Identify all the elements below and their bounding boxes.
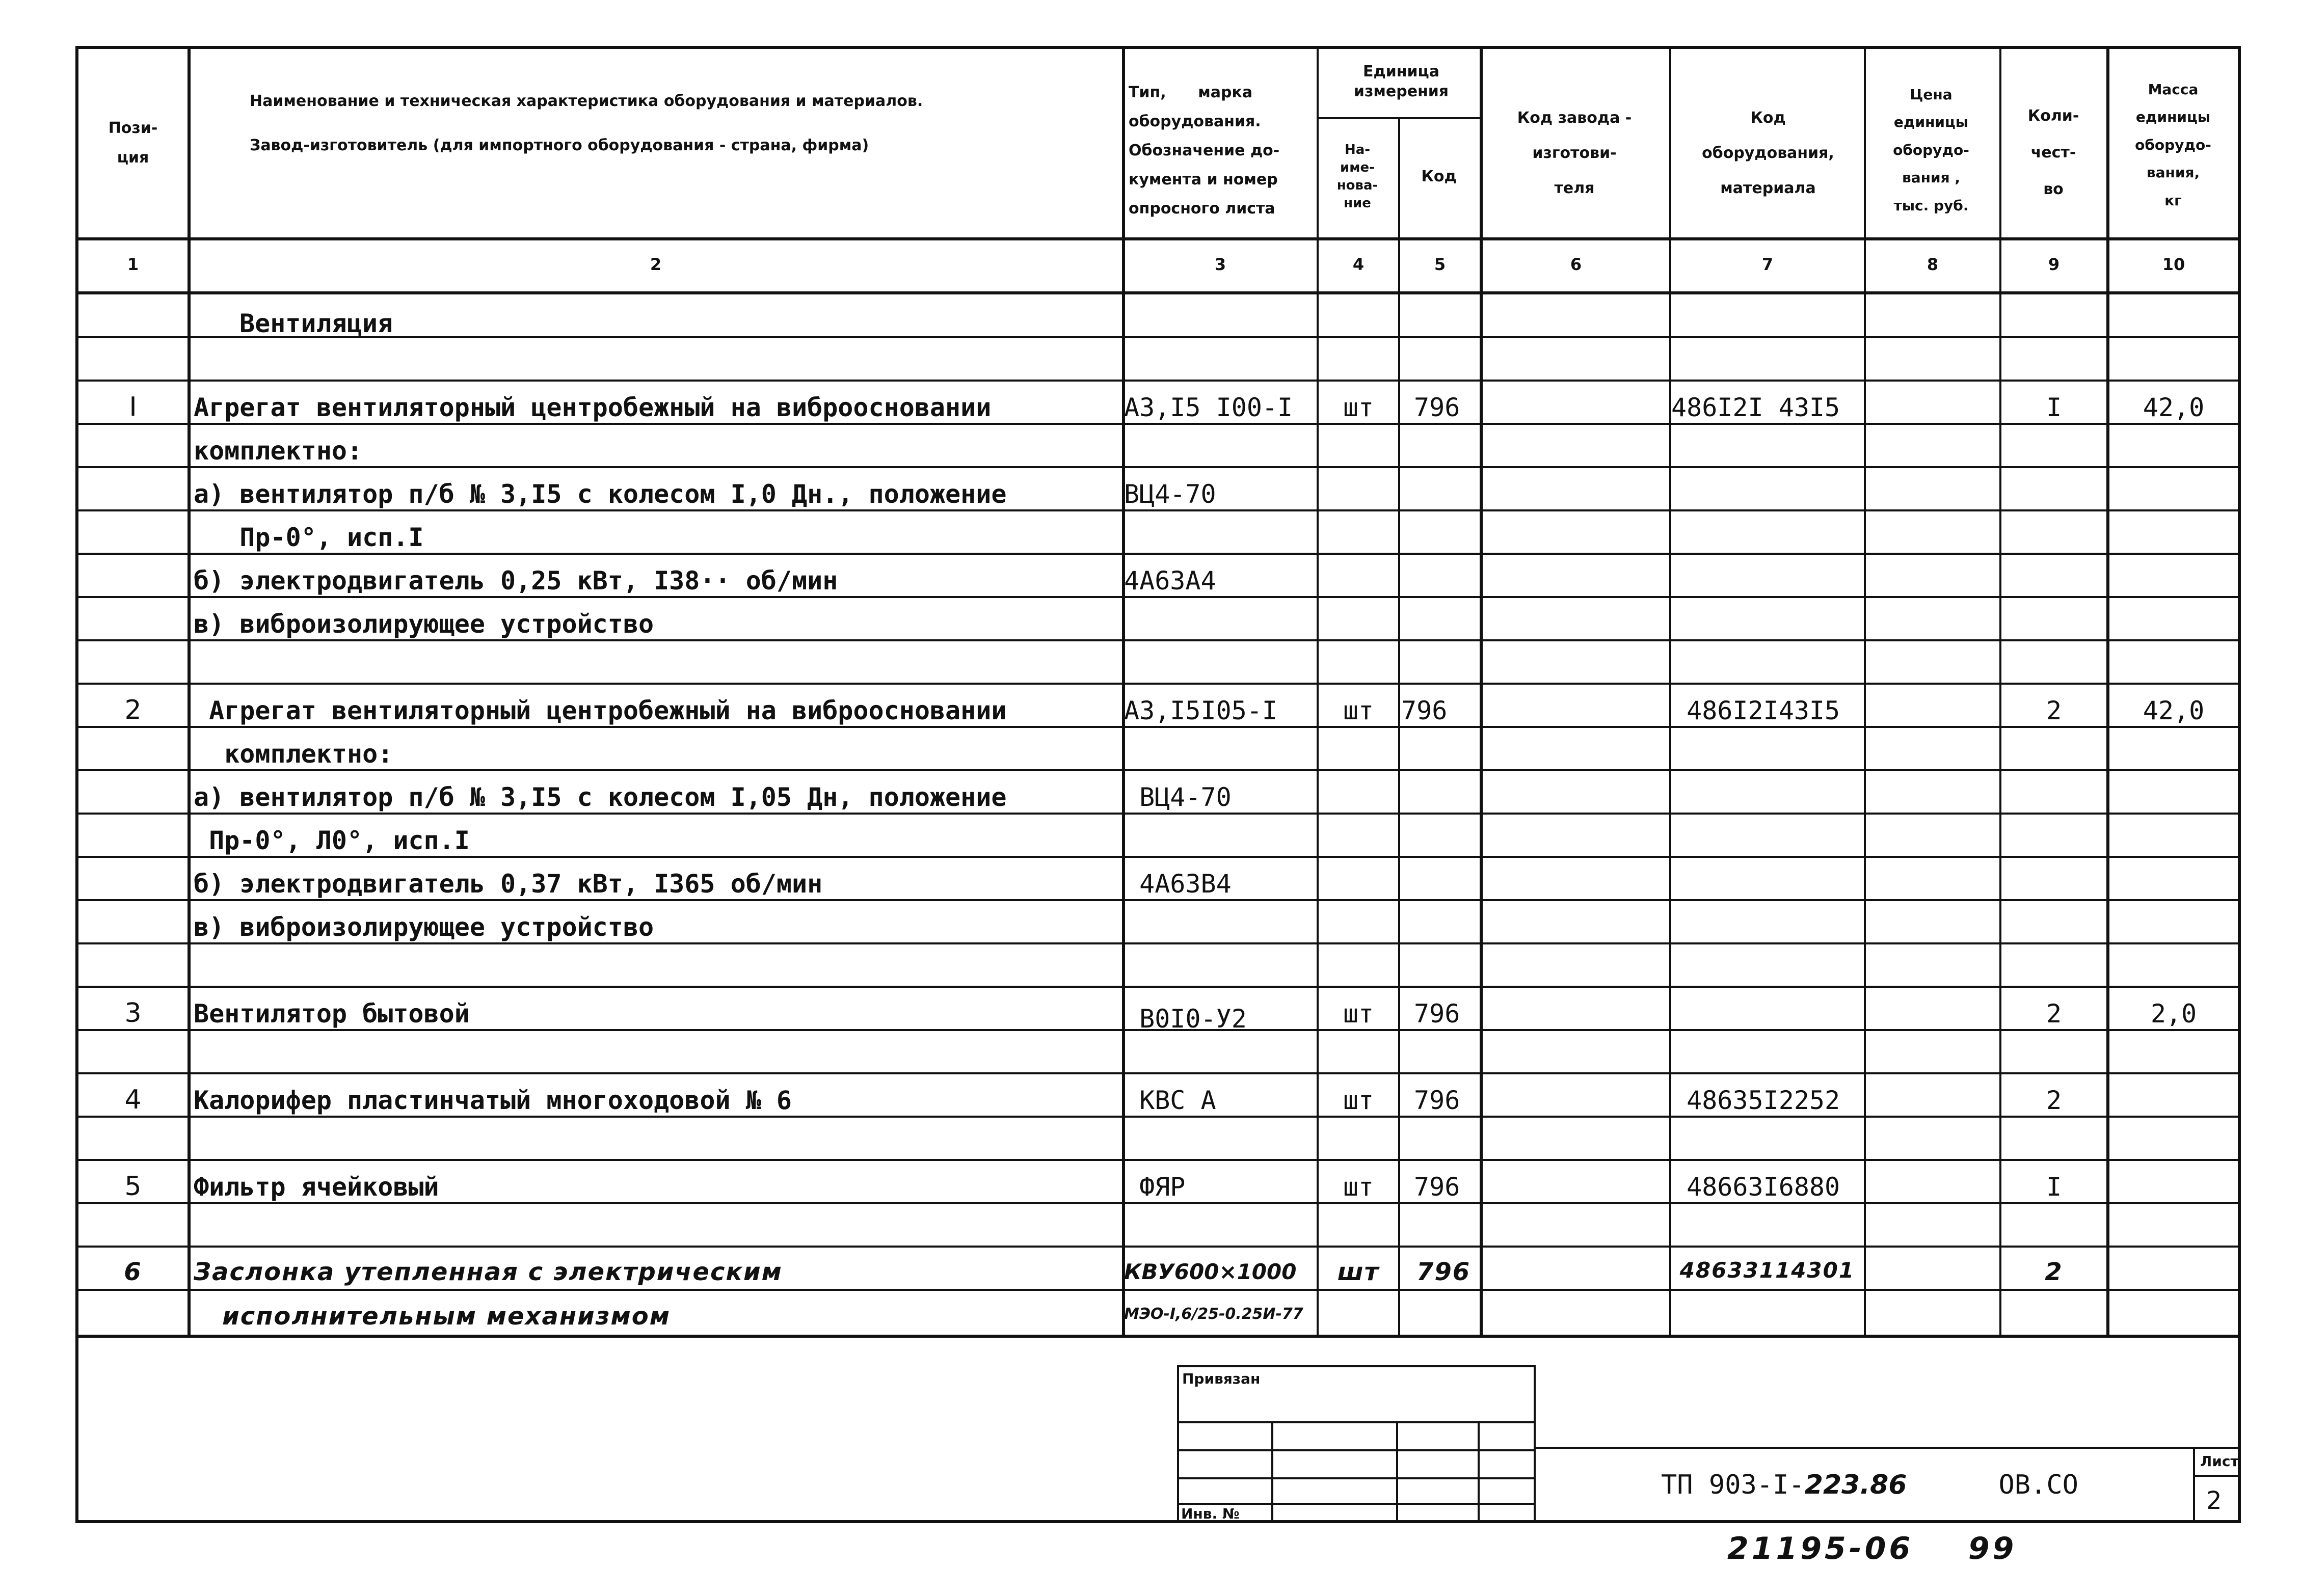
- rule: [75, 1072, 2241, 1074]
- header-equipment-code: Код оборудования, материала: [1702, 109, 1834, 197]
- item-unit-code: 796: [1414, 1172, 1460, 1202]
- rule: [75, 1289, 2241, 1291]
- header-unit-name: На- име- нова- ние: [1336, 142, 1378, 211]
- header-type: Тип, марка оборудования. Обозначение до- кумента и номер опросного листа: [1129, 83, 1280, 218]
- rule: [75, 986, 2241, 988]
- rule: [75, 856, 2241, 858]
- item-position: I: [129, 392, 137, 422]
- header-unit-code: Код: [1421, 167, 1457, 185]
- rule: [75, 1202, 2241, 1204]
- item-type: МЭО-I,6/25-0.25И-77: [1124, 1305, 1303, 1323]
- item-quantity: 2: [2046, 1086, 2062, 1115]
- column-number: 8: [1927, 255, 1939, 274]
- item-position: 3: [124, 998, 142, 1029]
- item-type: А3,I5I05-I: [1124, 696, 1278, 725]
- rule: [75, 291, 2241, 294]
- rule: [75, 942, 2241, 944]
- rule: [1177, 1477, 1536, 1479]
- rule: [75, 813, 2241, 815]
- item-name: Калорифер пластинчатый многоходовой № 6: [194, 1086, 792, 1115]
- rule: [1864, 46, 1866, 1337]
- attached-label: Привязан: [1182, 1370, 1261, 1387]
- item-unit: шт: [1337, 1258, 1380, 1286]
- item-name: в) виброизолирующее устройство: [194, 609, 654, 639]
- item-type: КВС А: [1124, 1086, 1216, 1115]
- item-position: 4: [124, 1085, 142, 1115]
- item-equipment-code: 486I2I 43I5: [1671, 393, 1840, 422]
- item-name: Агрегат вентиляторный центробежный на виброосновании: [194, 696, 1007, 725]
- header-name-line2: Завод-изготовитель (для импортного оборудования - страна, фирма): [250, 136, 869, 154]
- item-mass: 42,0: [2143, 696, 2205, 725]
- item-type: ВЦ4-70: [1124, 479, 1216, 509]
- item-name: Вентилятор бытовой: [194, 999, 470, 1029]
- rule: [1271, 1421, 1273, 1523]
- rule: [2193, 1475, 2241, 1477]
- rule: [75, 596, 2241, 598]
- column-number: 7: [1761, 255, 1774, 274]
- rule: [1122, 46, 1125, 1337]
- item-type: 4А63В4: [1124, 869, 1232, 899]
- item-quantity: 2: [2045, 1258, 2063, 1286]
- column-number: 4: [1352, 255, 1365, 274]
- item-quantity: 2: [2046, 696, 2062, 725]
- section-title: Вентиляция: [239, 309, 393, 338]
- item-unit-code: 796: [1414, 999, 1460, 1029]
- item-equipment-code: 48633114301: [1671, 1258, 1855, 1283]
- rule: [75, 639, 2241, 641]
- item-type: ФЯР: [1124, 1172, 1186, 1202]
- header-mass: Масса единицы оборудо- вания, кг: [2135, 80, 2211, 209]
- item-name: Фильтр ячейковый: [194, 1172, 439, 1202]
- item-position: 5: [124, 1171, 142, 1202]
- rule: [1999, 46, 2001, 1337]
- rule: [1480, 46, 1483, 1337]
- rule: [1177, 1449, 1536, 1451]
- rule: [75, 237, 2241, 240]
- item-position: 2: [124, 695, 142, 725]
- column-number: 6: [1570, 255, 1582, 274]
- rule: [1396, 1421, 1398, 1523]
- rule: [1398, 117, 1400, 1337]
- header-name: [250, 87, 1116, 188]
- rule: [75, 553, 2241, 555]
- rule: [75, 1116, 2241, 1118]
- column-number: 10: [2162, 255, 2185, 274]
- rule: [75, 726, 2241, 728]
- header-position: Пози- ция: [108, 119, 158, 167]
- item-type: ВЦ4-70: [1124, 782, 1232, 812]
- item-unit-code: 796: [1401, 696, 1448, 725]
- rule: [75, 380, 2241, 382]
- item-name: Пр-0°, Л0°, исп.I: [194, 826, 470, 855]
- item-name: Пр-0°, исп.I: [194, 523, 424, 552]
- column-number: 5: [1434, 255, 1446, 274]
- rule: [75, 509, 2241, 511]
- item-name: а) вентилятор п/б № 3,I5 с колесом I,05 Дн, положение: [194, 782, 1007, 812]
- item-unit-code: 796: [1416, 1258, 1471, 1286]
- sheet-number: 2: [2206, 1486, 2222, 1515]
- item-name: а) вентилятор п/б № 3,I5 с колесом I,0 Дн., положение: [194, 479, 1007, 509]
- document-code: [1661, 1470, 2078, 1500]
- item-type: КВУ600×1000: [1124, 1259, 1297, 1284]
- rule: [1478, 1421, 1480, 1523]
- item-unit-code: 796: [1414, 393, 1460, 422]
- item-mass: 42,0: [2143, 393, 2205, 422]
- column-number: 3: [1214, 255, 1226, 274]
- item-unit: шт: [1343, 1172, 1374, 1202]
- item-equipment-code: 48635I2252: [1671, 1086, 1840, 1115]
- rule: [75, 336, 2241, 338]
- inventory-number-label: Инв. №: [1181, 1505, 1240, 1522]
- item-name: комплектно:: [194, 436, 363, 466]
- document-code-number: 223.86: [1804, 1470, 1907, 1500]
- item-quantity: I: [2046, 1172, 2062, 1202]
- column-number: 9: [2048, 255, 2060, 274]
- item-type: 4А63А4: [1124, 566, 1216, 596]
- rule: [1177, 1365, 1179, 1523]
- item-equipment-code: 486I2I43I5: [1671, 696, 1840, 725]
- item-name: в) виброизолирующее устройство: [194, 912, 654, 942]
- item-type: А3,I5 I00-I: [1124, 393, 1293, 422]
- rule: [2106, 46, 2109, 1337]
- sheet-label: Лист: [2200, 1453, 2239, 1470]
- item-name: комплектно:: [194, 739, 393, 769]
- rule: [1177, 1503, 1536, 1505]
- column-number: 1: [127, 255, 139, 274]
- rule: [75, 423, 2241, 425]
- header-price: Цена единицы оборудо- вания , тыс. руб.: [1893, 86, 1969, 214]
- rule: [1177, 1365, 1536, 1367]
- rule: [1177, 1421, 1536, 1423]
- document-code-prefix: ТП 903-I-: [1661, 1470, 1805, 1500]
- document-code-suffix: ОВ.СО: [1998, 1470, 2078, 1500]
- archive-number: 21195-06 99: [1727, 1531, 2017, 1566]
- item-equipment-code: 48663I6880: [1671, 1172, 1840, 1202]
- rule: [75, 683, 2241, 685]
- rule: [1534, 1365, 1536, 1523]
- item-position: 6: [124, 1258, 142, 1286]
- rule: [75, 466, 2241, 468]
- item-name: исполнительным механизмом: [194, 1302, 671, 1331]
- rule: [1317, 46, 1319, 1337]
- item-quantity: 2: [2046, 999, 2062, 1029]
- item-type: В0I0-У2: [1124, 1004, 1247, 1034]
- item-unit: шт: [1343, 393, 1374, 422]
- rule: [75, 769, 2241, 771]
- rule: [75, 1246, 2241, 1248]
- item-unit: шт: [1343, 1086, 1374, 1115]
- rule: [2193, 1447, 2195, 1523]
- item-name: б) электродвигатель 0,25 кВт, I38·· об/мин: [194, 566, 838, 596]
- item-name: б) электродвигатель 0,37 кВт, I365 об/мин: [194, 869, 823, 899]
- rule: [1669, 46, 1671, 1337]
- header-name-line1: Наименование и техническая характеристика оборудования и материалов.: [250, 92, 923, 110]
- item-name: Заслонка утепленная с электрическим: [194, 1258, 783, 1286]
- header-unit-group: Единица измерения: [1353, 63, 1449, 100]
- column-number: 2: [650, 255, 662, 274]
- header-quantity: Коли- чест- во: [2027, 107, 2079, 198]
- rule: [75, 1335, 2241, 1338]
- rule: [75, 1159, 2241, 1161]
- item-mass: 2,0: [2150, 999, 2197, 1029]
- item-quantity: I: [2046, 393, 2062, 422]
- header-factory-code: Код завода - изготови- теля: [1517, 109, 1632, 197]
- item-unit: шт: [1343, 999, 1374, 1029]
- item-unit: шт: [1343, 696, 1374, 725]
- rule: [188, 46, 191, 1337]
- rule: [75, 899, 2241, 901]
- item-name: Агрегат вентиляторный центробежный на виброосновании: [194, 393, 992, 422]
- rule: [1536, 1447, 2241, 1449]
- item-unit-code: 796: [1414, 1086, 1460, 1115]
